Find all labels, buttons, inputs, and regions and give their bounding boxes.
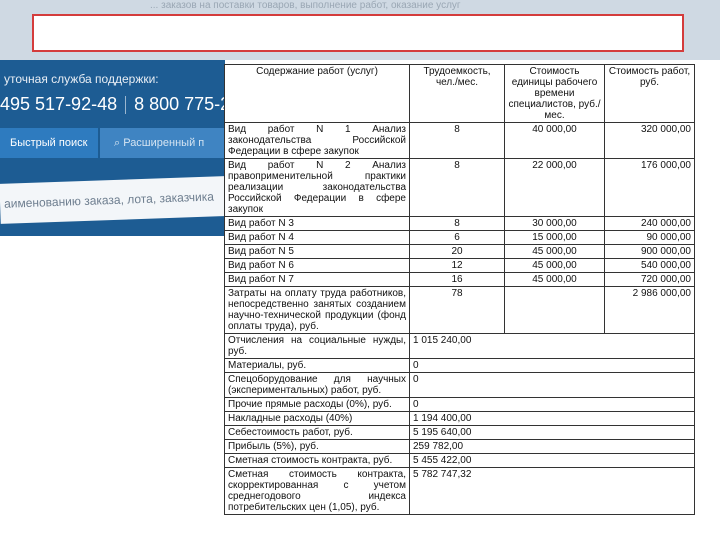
summary-label-cell: Накладные расходы (40%) — [225, 412, 410, 426]
summary-value-cell: 5 195 640,00 — [410, 426, 695, 440]
total-cost-cell: 320 000,00 — [605, 123, 695, 159]
summary-row — [225, 373, 695, 398]
search-input[interactable]: аименованию заказа, лота, заказчика — [0, 176, 226, 224]
summary-row — [225, 440, 695, 454]
header-unit-cost: Стоимость единицы рабочего времени специалистов, руб./мес. — [505, 65, 605, 123]
labor-cell: 8 — [410, 159, 505, 217]
cost-estimate-document — [224, 64, 694, 515]
summary-rows — [225, 334, 695, 515]
work-name-cell: Вид работ N 1 Анализ законодательства Российской Федерации в сфере закупок — [225, 123, 410, 159]
total-cost-cell: 720 000,00 — [605, 273, 695, 287]
summary-label-cell: Спецоборудование для научных (экспериментальных) работ, руб. — [225, 373, 410, 398]
unit-cost-cell: 15 000,00 — [505, 231, 605, 245]
summary-row — [225, 398, 695, 412]
table-row — [225, 245, 695, 259]
unit-cost-cell — [505, 287, 605, 334]
quick-search-tab[interactable]: Быстрый поиск — [0, 128, 98, 158]
cost-estimate-table — [224, 64, 695, 515]
background-top-text: ... заказов на поставки товаров, выполнение работ, оказание услуг — [150, 0, 461, 11]
labor-cell: 6 — [410, 231, 505, 245]
summary-value-cell: 5 455 422,00 — [410, 454, 695, 468]
table-row — [225, 287, 695, 334]
table-header-row — [225, 65, 695, 123]
extended-search-tab[interactable] — [100, 128, 225, 158]
table-row — [225, 159, 695, 217]
total-cost-cell: 900 000,00 — [605, 245, 695, 259]
summary-value-cell: 5 782 747,32 — [410, 468, 695, 515]
labor-cell: 16 — [410, 273, 505, 287]
work-name-cell: Вид работ N 4 — [225, 231, 410, 245]
unit-cost-cell: 45 000,00 — [505, 273, 605, 287]
summary-row — [225, 426, 695, 440]
phone-number-1[interactable]: 495 517-92-48 — [0, 94, 118, 114]
table-row — [225, 231, 695, 245]
labor-cell: 12 — [410, 259, 505, 273]
table-row — [225, 123, 695, 159]
work-name-cell: Вид работ N 3 — [225, 217, 410, 231]
summary-value-cell: 1 015 240,00 — [410, 334, 695, 359]
summary-value-cell: 0 — [410, 373, 695, 398]
table-row — [225, 259, 695, 273]
summary-label-cell: Сметная стоимость контракта, скорректированная с учетом среднегодового индекса потребительских цен (1,05), руб. — [225, 468, 410, 515]
table-row — [225, 217, 695, 231]
unit-cost-cell: 22 000,00 — [505, 159, 605, 217]
header-total-cost: Стоимость работ, руб. — [605, 65, 695, 123]
phone-numbers — [0, 94, 246, 115]
work-name-cell: Вид работ N 7 — [225, 273, 410, 287]
total-cost-cell: 90 000,00 — [605, 231, 695, 245]
labor-cell: 78 — [410, 287, 505, 334]
unit-cost-cell: 45 000,00 — [505, 259, 605, 273]
total-cost-cell: 176 000,00 — [605, 159, 695, 217]
header-labor: Трудоемкость, чел./мес. — [410, 65, 505, 123]
total-cost-cell: 2 986 000,00 — [605, 287, 695, 334]
summary-value-cell: 1 194 400,00 — [410, 412, 695, 426]
slide-title-box — [32, 14, 684, 52]
header-work-content: Содержание работ (услуг) — [225, 65, 410, 123]
phone-divider — [125, 96, 126, 114]
search-icon: ⌕ — [114, 137, 124, 149]
phone-number-2[interactable]: 8 800 775-21- — [134, 94, 247, 114]
support-label: уточная служба поддержки: — [4, 72, 159, 86]
labor-cell: 20 — [410, 245, 505, 259]
summary-row — [225, 468, 695, 515]
summary-label-cell: Себестоимость работ, руб. — [225, 426, 410, 440]
unit-cost-cell: 30 000,00 — [505, 217, 605, 231]
summary-label-cell: Отчисления на социальные нужды, руб. — [225, 334, 410, 359]
labor-cell: 8 — [410, 217, 505, 231]
work-name-cell: Затраты на оплату труда работников, непосредственно занятых созданием научно-технической продукции (фонд оплаты труда), руб. — [225, 287, 410, 334]
table-row — [225, 273, 695, 287]
summary-value-cell: 0 — [410, 398, 695, 412]
work-name-cell: Вид работ N 5 — [225, 245, 410, 259]
summary-row — [225, 454, 695, 468]
summary-label-cell: Прочие прямые расходы (0%), руб. — [225, 398, 410, 412]
summary-label-cell: Материалы, руб. — [225, 359, 410, 373]
summary-row — [225, 334, 695, 359]
summary-row — [225, 412, 695, 426]
unit-cost-cell: 45 000,00 — [505, 245, 605, 259]
summary-value-cell: 259 782,00 — [410, 440, 695, 454]
unit-cost-cell: 40 000,00 — [505, 123, 605, 159]
total-cost-cell: 240 000,00 — [605, 217, 695, 231]
extended-search-label: Расширенный п — [123, 137, 205, 149]
summary-value-cell: 0 — [410, 359, 695, 373]
work-name-cell: Вид работ N 6 — [225, 259, 410, 273]
labor-cell: 8 — [410, 123, 505, 159]
summary-label-cell: Прибыль (5%), руб. — [225, 440, 410, 454]
summary-label-cell: Сметная стоимость контракта, руб. — [225, 454, 410, 468]
summary-row — [225, 359, 695, 373]
work-rows — [225, 123, 695, 334]
work-name-cell: Вид работ N 2 Анализ правоприменительной практики реализации законодательства Российской Федерации в сфере закупок — [225, 159, 410, 217]
total-cost-cell: 540 000,00 — [605, 259, 695, 273]
